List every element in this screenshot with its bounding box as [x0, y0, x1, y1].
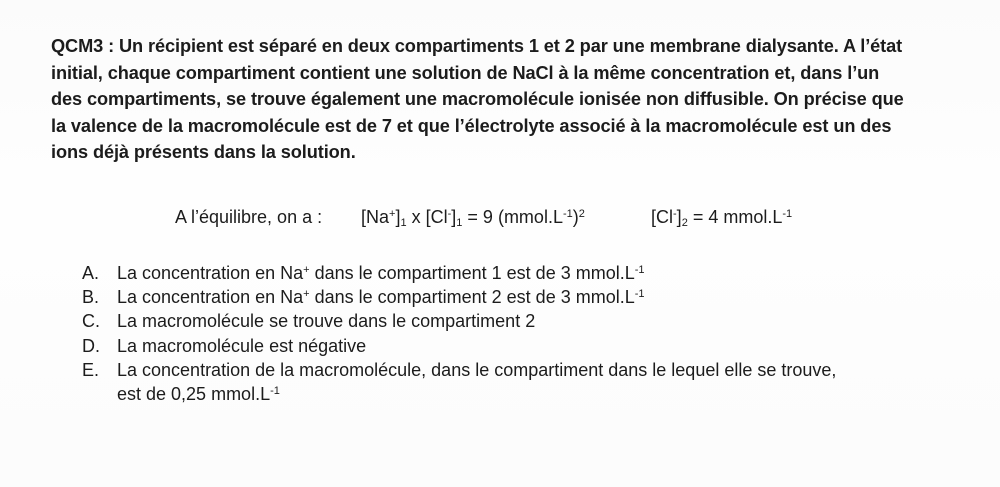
question-line-2: initial, chaque compartiment contient une solution de NaCl à la même concentration et, dans l’un: [51, 62, 880, 83]
chloride-concentration-equation: $[Cl^-]_2 = 4$ $mmol.L^{-1}$: [651, 207, 793, 229]
question-line-4: la valence de la macromolécule est de 7 et que l’électrolyte associé à la macromolécule est un des: [51, 115, 892, 136]
option-text: La macromolécule est négative: [117, 335, 367, 356]
question-line-5: ions déjà présents dans la solution.: [51, 142, 356, 162]
option-text: La concentration en Na+ dans le compartiment 1 est de 3 $mmol.L^{-1}$: [117, 263, 645, 283]
question-statement: [51, 33, 956, 166]
option-e: [82, 358, 836, 406]
question-line-1: QCM3 : Un récipient est séparé en deux compartiments 1 et 2 par une membrane dialysante. A l’état: [51, 36, 903, 56]
option-text: La concentration en Na+ dans le compartiment 2 est de 3 $mmol.L^{-1}$: [117, 287, 645, 308]
equilibrium-conditions: [175, 205, 792, 229]
option-letter: E.: [82, 359, 100, 380]
answer-options: [82, 261, 836, 406]
ionic-product-equation: $[Na^+]_1$ x $[Cl^-]_1 = 9$ $(mmol.L^{-1})^2$: [361, 207, 585, 229]
equilibrium-intro: A l’équilibre, on a :: [175, 207, 323, 227]
option-letter: C.: [82, 311, 100, 332]
option-letter: D.: [82, 335, 100, 356]
option-a: [82, 261, 836, 285]
question-line-3: des compartiments, se trouve également une macromolécule ionisée non diffusible. On précise que: [51, 89, 904, 109]
question-label: QCM3 :: [51, 36, 115, 56]
option-letter: A.: [82, 263, 100, 283]
option-text: La macromolécule se trouve dans le compartiment 2: [117, 311, 536, 332]
option-c: [82, 309, 836, 333]
option-d: [82, 334, 836, 358]
option-b: [82, 285, 836, 309]
option-text: La concentration de la macromolécule, dans le compartiment dans le lequel elle se trouve, est de 0,25 $mmol.L^{-1}$: [117, 359, 837, 405]
option-letter: B.: [82, 287, 100, 308]
